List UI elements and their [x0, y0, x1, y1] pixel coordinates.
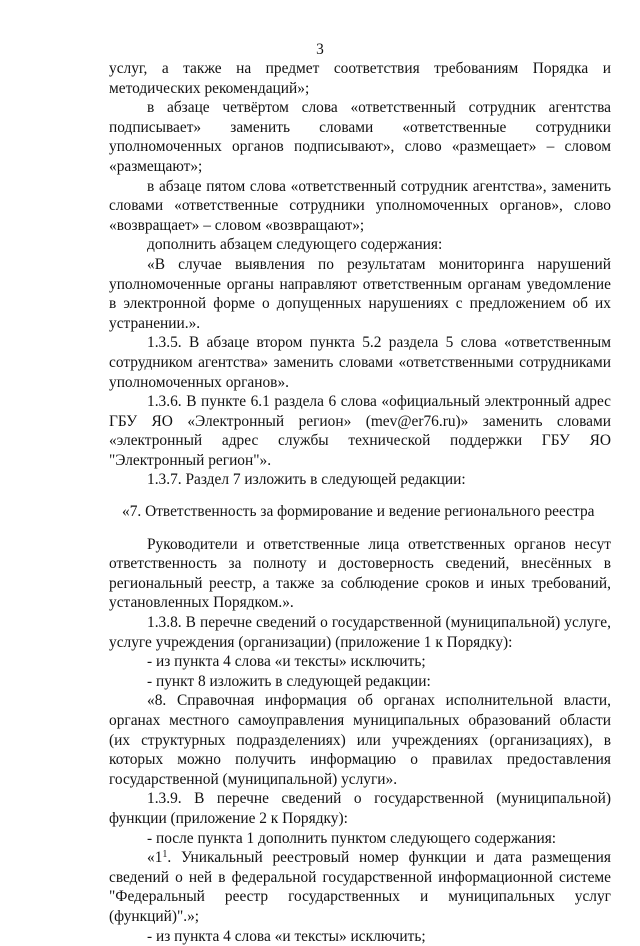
- paragraph: «В случае выявления по результатам мониторинга нарушений уполномоченные органы направляют ответственным органам уведомление в электронной форме о допущенных нарушениях с предложением об их устранении.».: [109, 255, 611, 332]
- paragraph: 1.3.5. В абзаце втором пункта 5.2 раздела 5 слова «ответственным сотрудником агентства» заменить словами «ответственными сотрудниками уполномоченных органов».: [109, 334, 611, 391]
- paragraph: - после пункта 1 дополнить пунктом следующего содержания:: [147, 829, 557, 847]
- section-heading: «7. Ответственность за формирование и ведение регионального реестра: [122, 503, 595, 521]
- paragraph: Руководители и ответственные лица ответственных органов несут ответственность за полноту и достоверность сведений, внесённых в региональный реестр, а также за соблюдение сроков и иных требований, установленных Порядком.».: [109, 535, 611, 612]
- paragraph: 1.3.6. В пункте 6.1 раздела 6 слова «официальный электронный адрес ГБУ ЯО «Электронный регион» (mev@er76.ru)» заменить словами «электронный адрес службы технической поддержки ГБУ ЯО "Электронный регион"».: [109, 393, 611, 469]
- paragraph: [109, 848, 611, 926]
- point-text: . Уникальный реестровый номер функции и дата размещения сведений о ней в федеральной государственной информационной системе "Федеральный реестр государственных и муниципальных услуг (функций)".»;: [109, 849, 611, 925]
- paragraph: дополнить абзацем следующего содержания:: [147, 236, 443, 254]
- paragraph: - пункт 8 изложить в следующей редакции:: [147, 672, 431, 690]
- document-body: [109, 59, 611, 946]
- paragraph: 1.3.8. В перечне сведений о государственной (муниципальной) услуге, услуге учреждения (организации) (приложение 1 к Порядку):: [109, 614, 611, 651]
- paragraph: услуг, а также на предмет соответствия требованиям Порядка и методических рекомендаций»;: [109, 60, 611, 97]
- page-number: 3: [316, 41, 324, 58]
- point-superscript: 1: [162, 849, 168, 861]
- point-number: «1: [147, 849, 163, 867]
- paragraph: 1.3.9. В перечне сведений о государственной (муниципальной) функции (приложение 2 к Порядку):: [109, 790, 611, 827]
- paragraph: в абзаце пятом слова «ответственный сотрудник агентства», заменить словами «ответственные сотрудники уполномоченных органов», слово «возвращает» – словом «возвращают»;: [109, 177, 611, 234]
- paragraph: «8. Справочная информация об органах исполнительной власти, органах местного самоуправления муниципальных образований области (их структурных подразделениях) или учреждениях (организациях), в которых можно получить информацию о правилах предоставления государственной (муниципальной) услуги».: [109, 692, 611, 788]
- paragraph: - из пункта 4 слова «и тексты» исключить;: [147, 927, 426, 945]
- paragraph: 1.3.7. Раздел 7 изложить в следующей редакции:: [147, 471, 466, 489]
- paragraph: в абзаце четвёртом слова «ответственный сотрудник агентства подписывает» заменить словами «ответственные сотрудники уполномоченных органов подписывают», слово «размещает» – словом «размещают»;: [109, 99, 611, 175]
- paragraph: - из пункта 4 слова «и тексты» исключить;: [147, 653, 426, 671]
